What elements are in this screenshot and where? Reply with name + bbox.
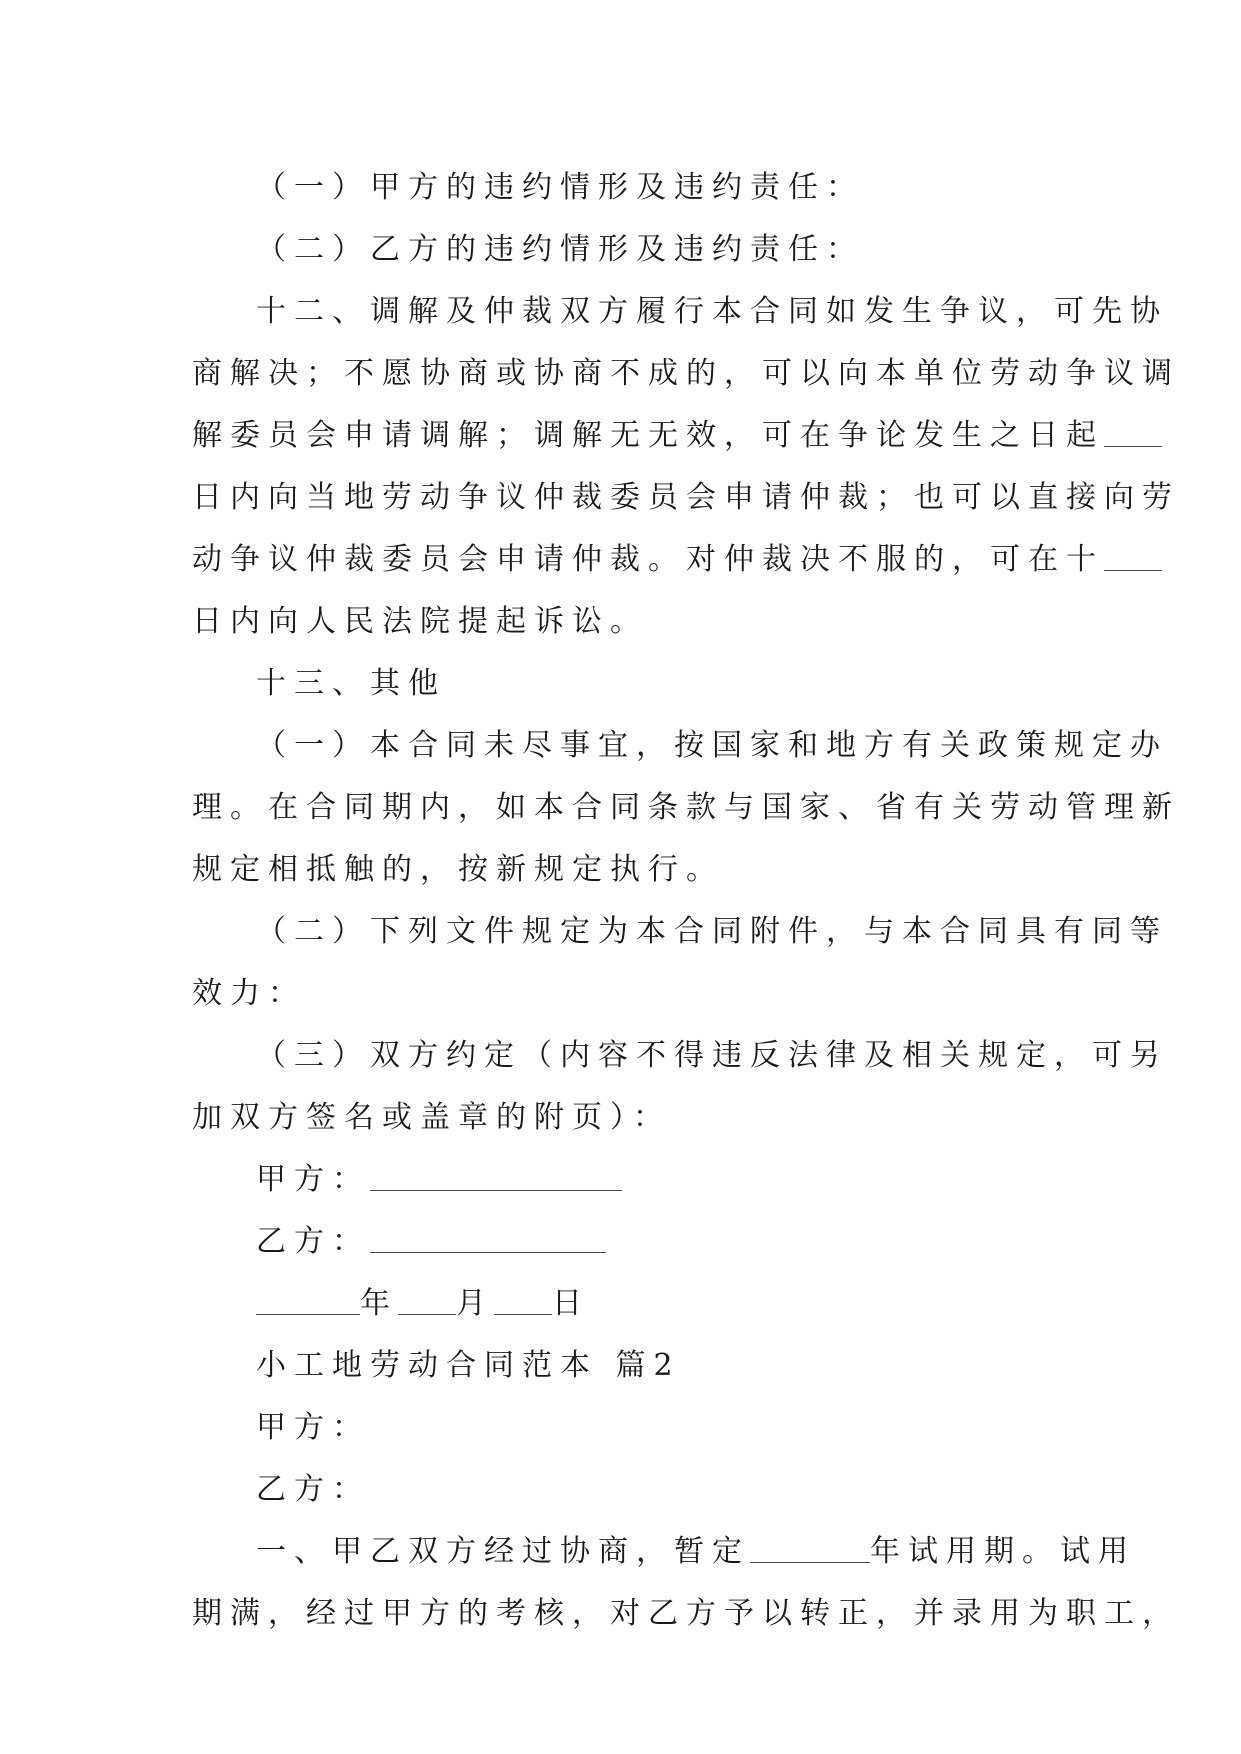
clause-12-heading bbox=[192, 281, 1168, 343]
line-text: 商解决；不愿协商或协商不成的，可以向本单位劳动争议调 bbox=[192, 356, 1180, 391]
clause-13-2-line-2 bbox=[192, 963, 1052, 1025]
line-text: 日内向人民法院提起诉讼。 bbox=[192, 604, 648, 639]
line-text: 效力： bbox=[192, 976, 306, 1011]
line-text: 规定相抵触的，按新规定执行。 bbox=[192, 852, 724, 887]
line-text-tail: 年试用期。试用 bbox=[870, 1534, 1136, 1569]
document-body bbox=[192, 157, 1180, 1645]
line-text: 十三、其他 bbox=[256, 666, 446, 701]
signature-date bbox=[192, 1273, 1052, 1335]
clause-13-1-line-2 bbox=[192, 777, 1180, 839]
line-text: 乙方： bbox=[256, 1472, 370, 1507]
clause-13-1 bbox=[192, 715, 1168, 777]
line-text: 解委员会申请调解；调解无无效，可在争论发生之日起 bbox=[192, 418, 1104, 453]
clause-12-line-5 bbox=[192, 529, 1104, 591]
date-month-label: 月 bbox=[456, 1286, 494, 1321]
clause-13-3-line-2 bbox=[192, 1087, 1052, 1149]
line-text: 乙方： bbox=[256, 1224, 370, 1259]
line-text: 期满，经过甲方的考核，对乙方予以转正，并录用为职工， bbox=[192, 1596, 1180, 1631]
signature-party-a bbox=[192, 1149, 1052, 1211]
date-day-label: 日 bbox=[552, 1286, 590, 1321]
signature-blank-party-b bbox=[370, 1226, 606, 1253]
line-text: 甲方： bbox=[256, 1162, 370, 1197]
line-text: 加双方签名或盖章的附页）： bbox=[192, 1100, 671, 1135]
line-text: （二）乙方的违约情形及违约责任： bbox=[256, 232, 864, 267]
clause-11-2 bbox=[192, 219, 1052, 281]
line-text: 理。在合同期内，如本合同条款与国家、省有关劳动管理新 bbox=[192, 790, 1180, 825]
part2-clause-1 bbox=[192, 1521, 1136, 1583]
line-text: （二）下列文件规定为本合同附件，与本合同具有同等 bbox=[256, 914, 1168, 949]
line-text: 甲方： bbox=[256, 1410, 370, 1445]
date-blank-day bbox=[494, 1288, 552, 1315]
line-text: （一）甲方的违约情形及违约责任： bbox=[256, 170, 864, 205]
line-text: 日内向当地劳动争议仲裁委员会申请仲裁；也可以直接向劳 bbox=[192, 480, 1180, 515]
line-text: 一、甲乙双方经过协商，暂定 bbox=[256, 1534, 750, 1569]
section-title-part-2 bbox=[192, 1335, 1052, 1397]
clause-13-3 bbox=[192, 1025, 1168, 1087]
line-text: （一）本合同未尽事宜，按国家和地方有关政策规定办 bbox=[256, 728, 1168, 763]
date-year-label: 年 bbox=[360, 1286, 398, 1321]
clause-13-2 bbox=[192, 901, 1168, 963]
date-blank-month bbox=[398, 1288, 456, 1315]
line-text: 十二、调解及仲裁双方履行本合同如发生争议，可先协 bbox=[256, 294, 1168, 329]
line-text: （三）双方约定（内容不得违反法律及相关规定，可另 bbox=[256, 1038, 1168, 1073]
line-text: 小工地劳动合同范本 篇2 bbox=[256, 1348, 681, 1383]
clause-12-line-3 bbox=[192, 405, 1104, 467]
signature-blank-party-a bbox=[370, 1164, 622, 1191]
part2-clause-1-line-2 bbox=[192, 1583, 1180, 1645]
party-b-label bbox=[192, 1459, 1052, 1521]
fill-blank-days bbox=[1104, 420, 1162, 447]
fill-blank-probation bbox=[750, 1536, 870, 1563]
date-blank-year bbox=[256, 1288, 360, 1315]
fill-blank-days bbox=[1104, 544, 1162, 571]
clause-12-line-4 bbox=[192, 467, 1180, 529]
clause-12-line-2 bbox=[192, 343, 1180, 405]
line-text: 动争议仲裁委员会申请仲裁。对仲裁决不服的，可在十 bbox=[192, 542, 1104, 577]
clause-11-1 bbox=[192, 157, 1052, 219]
party-a-label bbox=[192, 1397, 1052, 1459]
clause-13-1-line-3 bbox=[192, 839, 1052, 901]
clause-12-line-6 bbox=[192, 591, 1052, 653]
clause-13-heading bbox=[192, 653, 1052, 715]
signature-party-b bbox=[192, 1211, 1052, 1273]
